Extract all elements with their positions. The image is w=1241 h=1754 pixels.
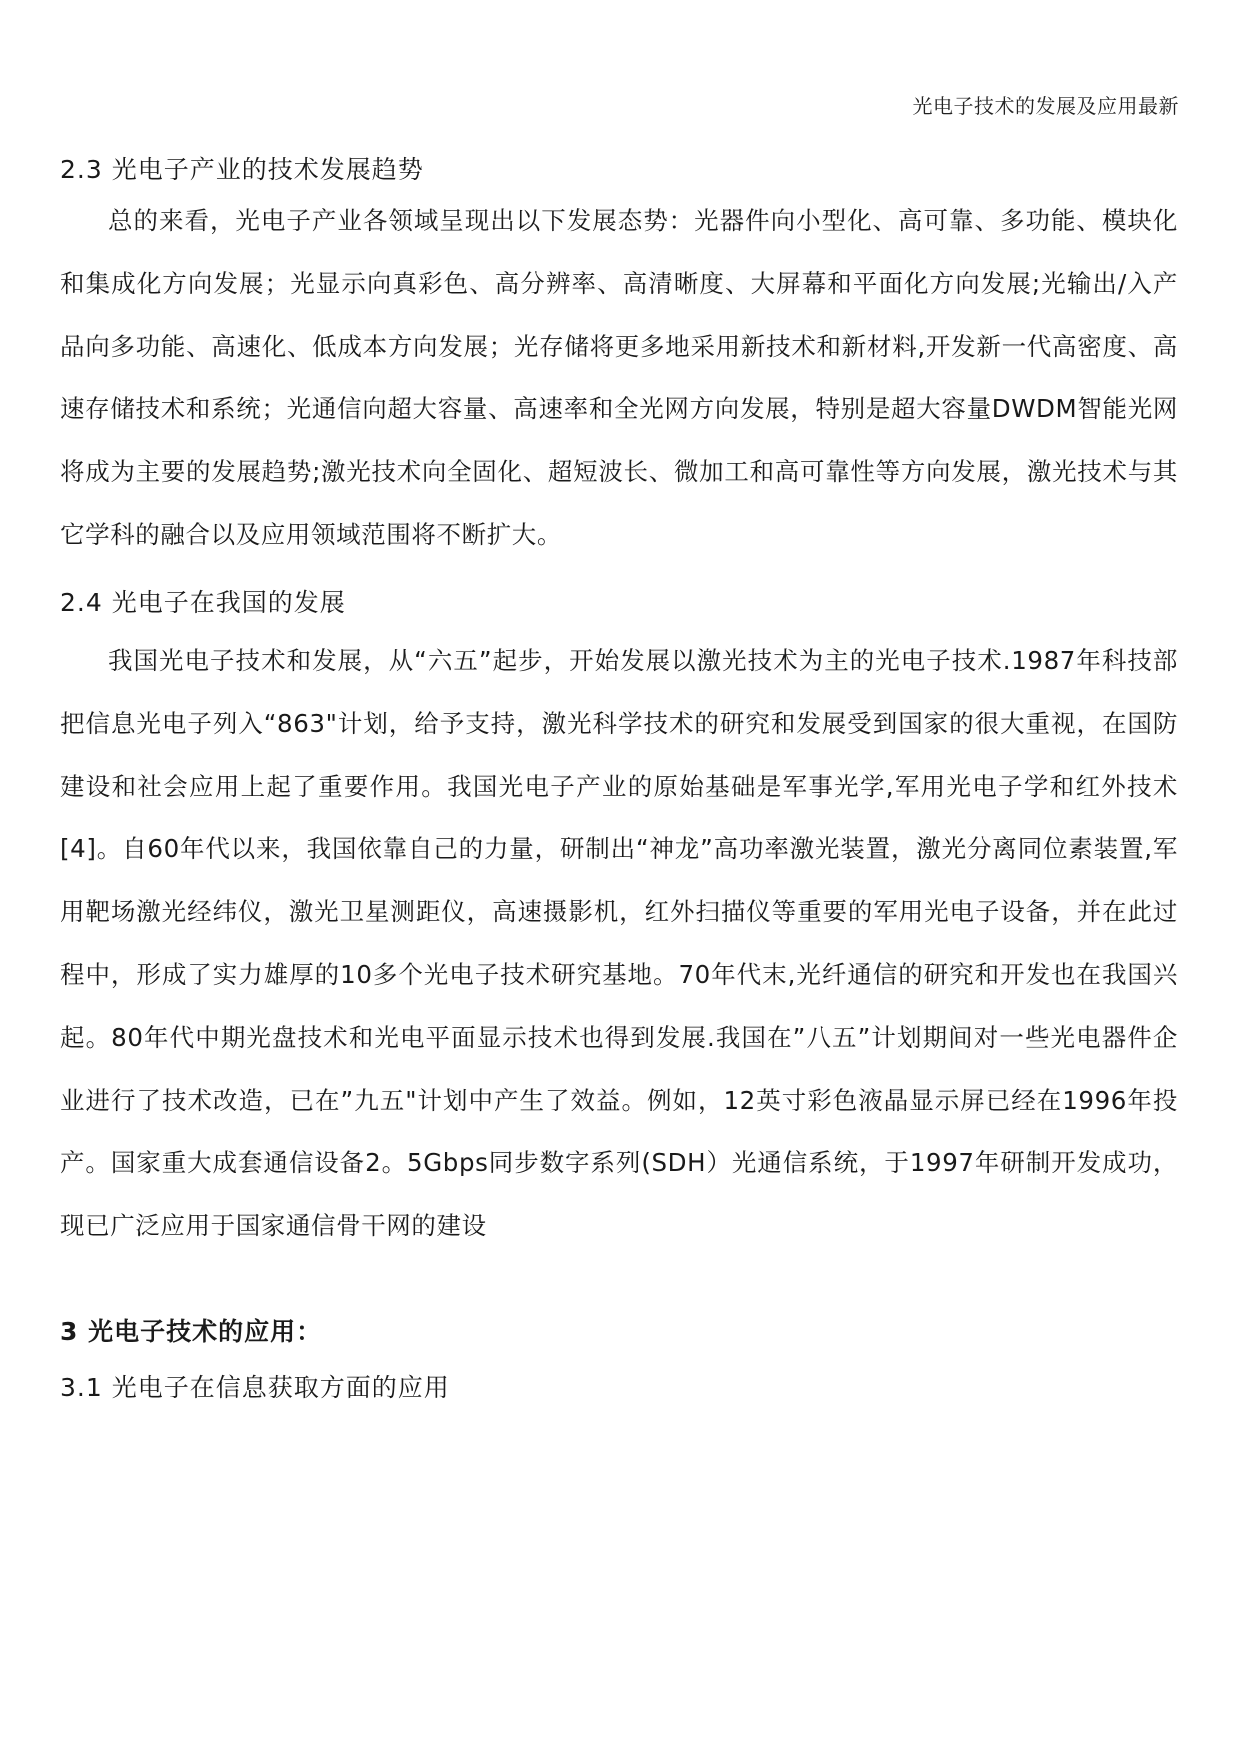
section-heading-3-1: 3.1 光电子在信息获取方面的应用: [60, 1373, 450, 1402]
running-header: 光电子技术的发展及应用最新: [912, 94, 1179, 118]
section-heading-3: 3 光电子技术的应用：: [60, 1317, 323, 1346]
section-heading-2-4: 2.4 光电子在我国的发展: [60, 588, 346, 617]
paragraph-2-3: 总的来看，光电子产业各领域呈现出以下发展态势：光器件向小型化、高可靠、多功能、模块化和集成化方向发展；光显示向真彩色、高分辨率、高清晰度、大屏幕和平面化方向发展;光输出/入产品向多功能、高速化、低成本方向发展；光存储将更多地采用新技术和新材料,开发新一代高密度、高速存储技术和系统；光通信向超大容量、高速率和全光网方向发展，特别是超大容量DWDM智能光网将成为主要的发展趋势;激光技术向全固化、超短波长、微加工和高可靠性等方向发展，激光技术与其它学科的融合以及应用领域范围将不断扩大。: [60, 206, 1178, 549]
paragraph-2-4: 我国光电子技术和发展，从“六五”起步，开始发展以激光技术为主的光电子技术.1987年科技部把信息光电子列入“863"计划，给予支持，激光科学技术的研究和发展受到国家的很大重视，在国防建设和社会应用上起了重要作用。我国光电子产业的原始基础是军事光学,军用光电子学和红外技术[4]。自60年代以来，我国依靠自己的力量，研制出“神龙”高功率激光装置，激光分离同位素装置,军用靶场激光经纬仪，激光卫星测距仪，高速摄影机，红外扫描仪等重要的军用光电子设备，并在此过程中，形成了实力雄厚的10多个光电子技术研究基地。70年代末,光纤通信的研究和开发也在我国兴起。80年代中期光盘技术和光电平面显示技术也得到发展.我国在”八五”计划期间对一些光电器件企业进行了技术改造，已在”九五"计划中产生了效益。例如，12英寸彩色液晶显示屏已经在1996年投产。国家重大成套通信设备2。5Gbps同步数字系列(SDH）光通信系统，于1997年研制开发成功，现已广泛应用于国家通信骨干网的建设: [60, 646, 1178, 1241]
section-heading-2-3: 2.3 光电子产业的技术发展趋势: [60, 155, 424, 184]
